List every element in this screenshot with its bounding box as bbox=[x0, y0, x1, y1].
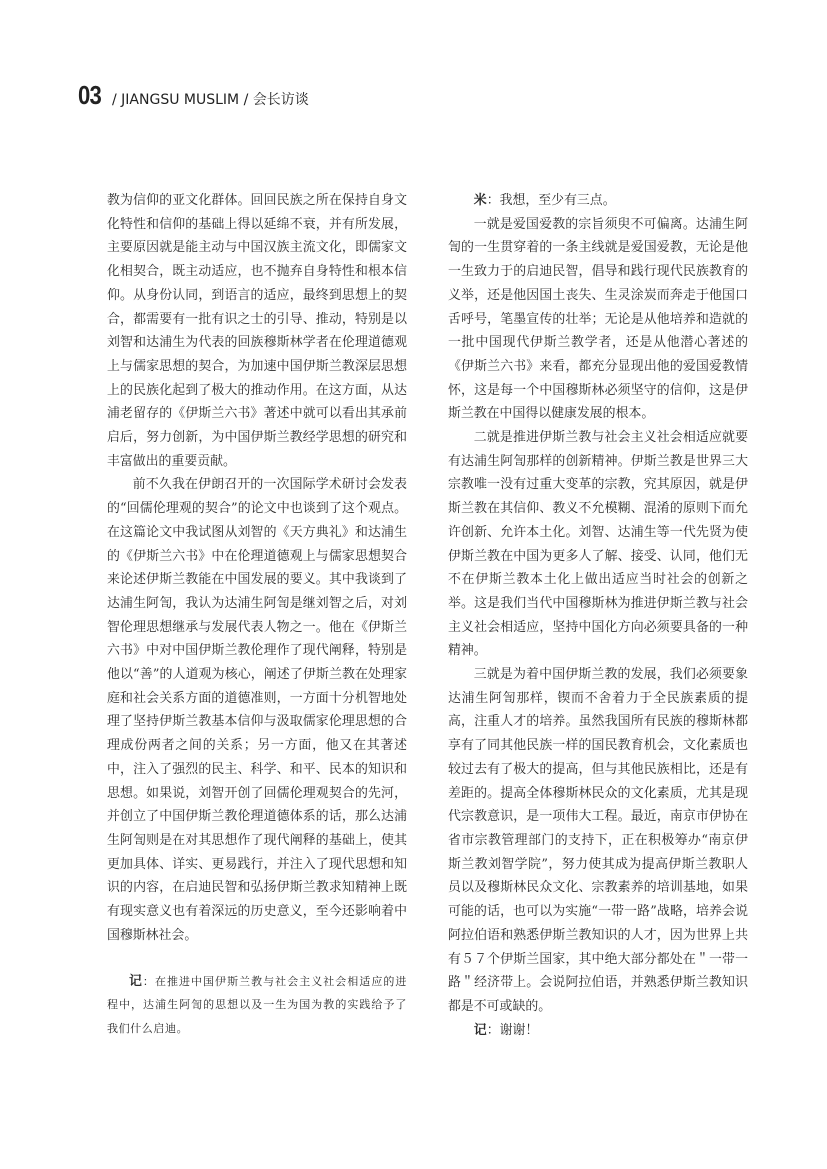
paragraph: 前不久我在伊朗召开的一次国际学术研讨会发表的“回儒伦理观的契合”的论文中也谈到了这个观点。在这篇论文中我试图从刘智的《天方典礼》和达浦生的《伊斯兰六书》中在伦理道德观上与儒家思想契合来论述伊斯兰教能在中国发展的要义。其中我谈到了达浦生阿訇，我认为达浦生阿訇是继刘智之后，对刘智伦理思想继承与发展代表人物之一。他在《伊斯兰六书》中对中国伊斯兰教伦理作了现代阐释，特别是他以“善”的人道观为核心，阐述了伊斯兰教在处理家庭和社会关系方面的道德准则，一方面十分机智地处理了坚持伊斯兰教基本信仰与汲取儒家伦理思想的合理成份两者之间的关系；另一方面，他又在其著述中，注入了强烈的民主、科学、和平、民本的知识和思想。如果说，刘智开创了回儒伦理观契合的先河，并创立了中国伊斯兰教伦理道德体系的话，那么达浦生阿訇则是在对其思想作了现代阐释的基础上，使其更加具体、详实、更易践行，并注入了现代思想和知识的内容，在启迪民智和弘扬伊斯兰教求知精神上既有现实意义也有着深远的历史意义，至今还影响着中国穆斯林社会。 bbox=[107, 477, 407, 943]
answer-intro-text: ：我想，至少有三点。 bbox=[486, 193, 616, 208]
question-text: ：在推进中国伊斯兰教与社会主义社会相适应的进程中，达浦生阿訇的思想以及一生为国为教的实践给予了我们什么启迪。 bbox=[107, 974, 407, 1035]
speaker-label: 米 bbox=[473, 193, 487, 208]
header-title: / JIANGSU MUSLIM / 会长访谈 bbox=[112, 92, 309, 108]
left-column bbox=[107, 189, 407, 1041]
speaker-label: 记 bbox=[473, 1022, 487, 1038]
closing-line bbox=[448, 1019, 748, 1043]
paragraph: 教为信仰的亚文化群体。回回民族之所在保持自身文化特性和信仰的基础上得以延绵不衰，并有所发展，主要原因就是能主动与中国汉族主流文化，即儒家文化相契合，既主动适应，也不抛弃自身特性和根本信仰。从身份认同，到语言的适应，最终到思想上的契合，都需要有一批有识之士的引导、推动，特别是以刘智和达浦生为代表的回族穆斯林学者在伦理道德观上与儒家思想的契合，为加速中国伊斯兰教深层思想上的民族化起到了极大的推动作用。在这方面，从达浦老留存的《伊斯兰六书》著述中就可以看出其承前启后，努力创新，为中国伊斯兰教经学思想的研究和丰富做出的重要贡献。 bbox=[107, 193, 407, 469]
question-paragraph bbox=[107, 970, 407, 1041]
right-column bbox=[448, 189, 748, 1042]
page-number: 03 bbox=[78, 80, 101, 110]
speaker-label: 记 bbox=[129, 973, 143, 989]
page-header bbox=[78, 80, 309, 111]
paragraph: 二就是推进伊斯兰教与社会主义社会相适应就要有达浦生阿訇那样的创新精神。伊斯兰教是世界三大宗教唯一没有过重大变革的宗教，究其原因，就是伊斯兰教在其信仰、教义不允模糊、混淆的原则下而允许创新、允许本土化。刘智、达浦生等一代先贤为使伊斯兰教在中国为更多人了解、接受、认同，他们无不在伊斯兰教本土化上做出适应当时社会的创新之举。这是我们当代中国穆斯林为推进伊斯兰教与社会主义社会相适应，坚持中国化方向必须要具备的一种精神。 bbox=[448, 430, 748, 659]
paragraph: 一就是爱国爱教的宗旨须臾不可偏离。达浦生阿訇的一生贯穿着的一条主线就是爱国爱教，无论是他一生致力于的启迪民智，倡导和践行现代民族教育的义举，还是他因国土丧失、生灵涂炭而奔走于他国口舌呼号，笔墨宣传的壮举；无论是从他培养和造就的一批中国现代伊斯兰教学者，还是从他潜心著述的《伊斯兰六书》来看，都充分显现出他的爱国爱教情怀，这是每一个中国穆斯林必须坚守的信仰，这是伊斯兰教在中国得以健康发展的根本。 bbox=[448, 216, 748, 422]
paragraph: 三就是为着中国伊斯兰教的发展，我们必须要象达浦生阿訇那样，锲而不舍着力于全民族素质的提高，注重人才的培养。虽然我国所有民族的穆斯林都享有了同其他民族一样的国民教育机会，文化素质也较过去有了极大的提高，但与其他民族相比，还是有差距的。提高全体穆斯林民众的文化素质，尤其是现代宗教意识，是一项伟大工程。最近，南京市伊协在省市宗教管理部门的支持下，正在积极筹办“南京伊斯兰教刘智学院”，努力使其成为提高伊斯兰教职人员以及穆斯林民众文化、宗教素养的培训基地，如果可能的话，也可以为实施“一带一路”战略，培养会说阿拉伯语和熟悉伊斯兰教知识的人才，因为世界上共有５７个伊斯兰国家，其中绝大部分都处在＂一带一路＂经济带上。会说阿拉伯语，并熟悉伊斯兰教知识都是不可或缺的。 bbox=[448, 667, 748, 1014]
answer-intro bbox=[448, 189, 748, 213]
closing-text: ：谢谢！ bbox=[486, 1022, 539, 1038]
